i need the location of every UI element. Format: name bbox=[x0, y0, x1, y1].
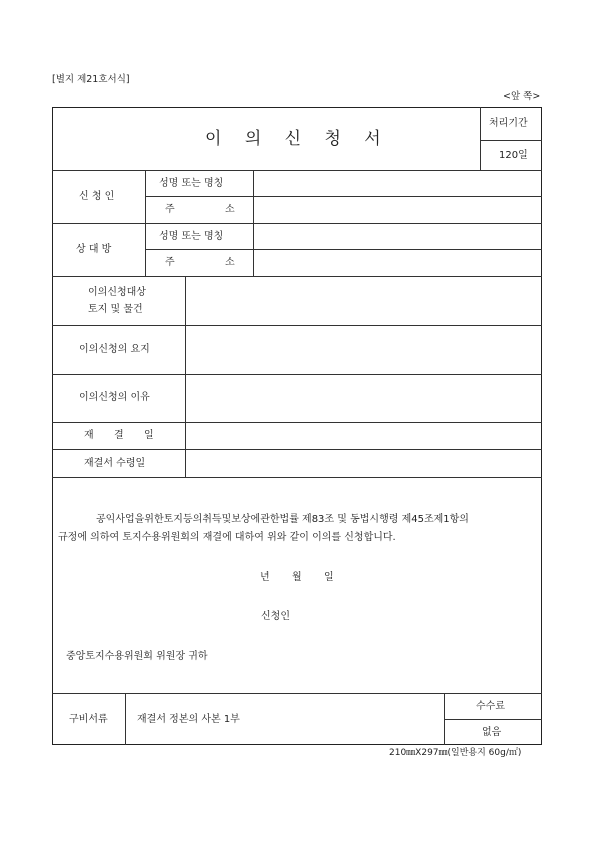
objection-summary-label: 이의신청의 요지 bbox=[79, 344, 150, 355]
objection-target-label-line1: 이의신청대상 bbox=[88, 287, 146, 298]
counterparty-address-label-part2: 소 bbox=[225, 257, 235, 268]
date-year-label: 년 bbox=[260, 572, 270, 583]
fee-value: 없음 bbox=[482, 727, 502, 738]
counterparty-name-label: 성명 또는 명칭 bbox=[159, 231, 224, 242]
date-month-label: 월 bbox=[292, 572, 302, 583]
applicant-address-label-part1: 주 bbox=[165, 204, 175, 215]
ruling-date-field[interactable] bbox=[186, 423, 541, 448]
objection-target-field[interactable] bbox=[186, 277, 541, 324]
counterparty-label: 상 대 방 bbox=[76, 244, 112, 255]
counterparty-name-field[interactable] bbox=[254, 224, 541, 248]
fee-label: 수수료 bbox=[476, 701, 505, 712]
divider bbox=[480, 107, 481, 170]
addressee: 중앙토지수용위원회 위원장 귀하 bbox=[66, 651, 208, 662]
counterparty-address-field[interactable] bbox=[254, 250, 541, 275]
ruling-receipt-date-label: 재결서 수령일 bbox=[84, 458, 146, 469]
ruling-date-label-char3: 일 bbox=[144, 430, 154, 441]
divider bbox=[52, 477, 542, 478]
ruling-date-label-char1: 재 bbox=[84, 430, 94, 441]
divider bbox=[125, 693, 126, 745]
form-number: [별지 제21호서식] bbox=[52, 74, 130, 85]
attachments-label: 구비서류 bbox=[69, 714, 108, 725]
divider bbox=[444, 719, 542, 720]
objection-summary-field[interactable] bbox=[186, 326, 541, 373]
divider bbox=[444, 693, 445, 745]
applicant-address-label-part2: 소 bbox=[225, 204, 235, 215]
objection-reason-label: 이의신청의 이유 bbox=[79, 392, 150, 403]
processing-period-label: 처리기간 bbox=[489, 118, 528, 129]
divider bbox=[145, 170, 146, 276]
paper-spec: 210㎜X297㎜(일반용지 60g/㎡) bbox=[389, 748, 522, 758]
date-day-label: 일 bbox=[324, 572, 334, 583]
applicant-address-field[interactable] bbox=[254, 197, 541, 222]
statement-line1: 공익사업을위한토지등의취득및보상에관한법률 제83조 및 동법시행령 제45조제1항의 bbox=[96, 514, 469, 525]
page-title: 이 의 신 청 서 bbox=[205, 129, 390, 149]
applicant-label: 신 청 인 bbox=[79, 191, 115, 202]
applicant-name-field[interactable] bbox=[254, 171, 541, 195]
ruling-date-label-char2: 결 bbox=[114, 430, 124, 441]
page-side-label: <앞 쪽> bbox=[503, 91, 541, 102]
ruling-receipt-date-field[interactable] bbox=[186, 450, 541, 476]
divider bbox=[480, 140, 542, 141]
applicant-name-label: 성명 또는 명칭 bbox=[159, 178, 224, 189]
attachments-value: 재결서 정본의 사본 1부 bbox=[137, 714, 240, 725]
applicant-signature-label: 신청인 bbox=[261, 611, 290, 622]
counterparty-address-label-part1: 주 bbox=[165, 257, 175, 268]
objection-target-label-line2: 토지 및 물건 bbox=[88, 304, 143, 315]
processing-period-value: 120일 bbox=[499, 150, 528, 161]
statement-line2: 규정에 의하여 토지수용위원회의 재결에 대하여 위와 같이 이의를 신청합니다. bbox=[58, 532, 396, 543]
objection-reason-field[interactable] bbox=[186, 375, 541, 421]
